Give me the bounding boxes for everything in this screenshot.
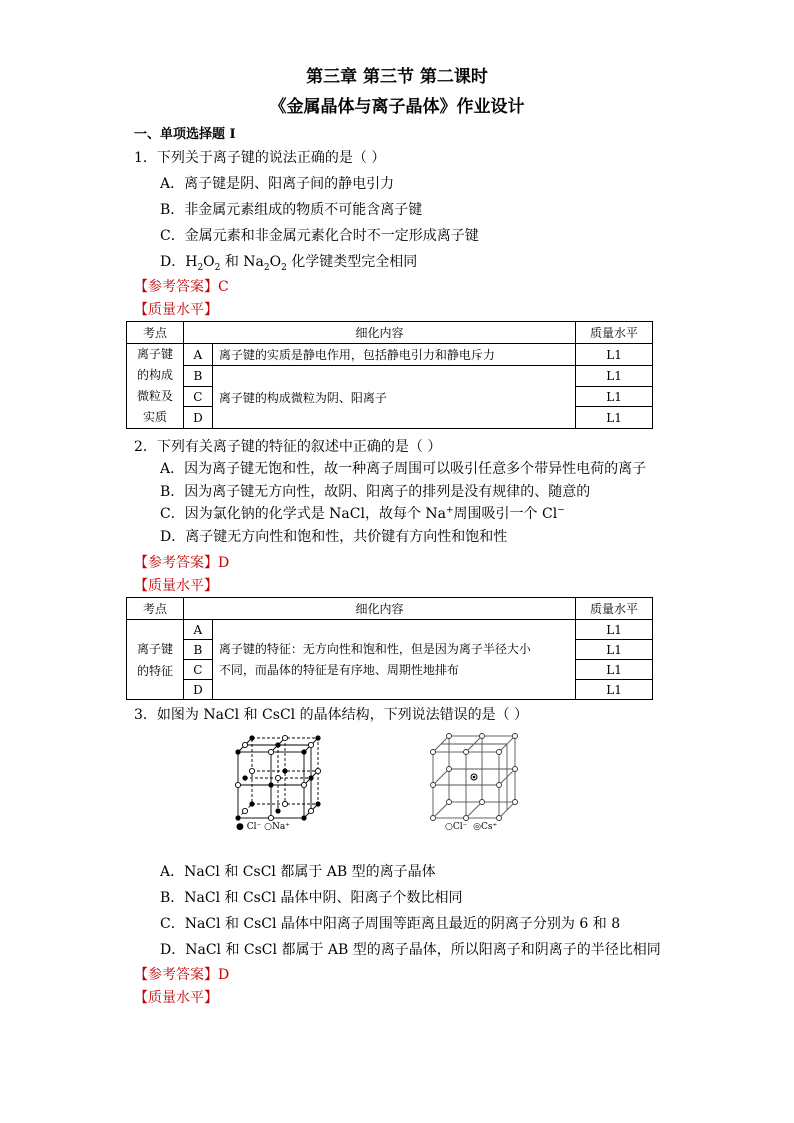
q2-option-b: B．因为离子键无方向性，故阴、阳离子的排列是没有规律的、随意的 — [160, 484, 591, 500]
level-cell: L1 — [576, 407, 653, 429]
q1-option-a: A．离子键是阴、阳离子间的静电引力 — [160, 176, 395, 192]
option-cell: C — [183, 387, 212, 407]
q2-stem: 2．下列有关离子键的特征的叙述中正确的是（ ） — [134, 439, 442, 455]
q3-option-c: C．NaCl 和 CsCl 晶体中阳离子周围等距离且最近的阴离子分别为 6 和 8 — [160, 916, 621, 932]
option-cell: D — [183, 407, 212, 429]
table-header: 质量水平 — [576, 322, 653, 344]
option-cell: B — [183, 640, 212, 660]
option-cell: C — [183, 660, 212, 680]
level-cell: L1 — [576, 344, 653, 366]
level-cell: L1 — [576, 660, 653, 680]
option-cell: A — [183, 620, 212, 640]
level-cell: L1 — [576, 366, 653, 387]
topic-cell: 离子键 的特征 — [127, 620, 184, 700]
level-cell: L1 — [576, 640, 653, 660]
level-cell: L1 — [576, 387, 653, 407]
cs-circle-icon: ◎ — [473, 822, 481, 832]
table-header: 质量水平 — [576, 598, 653, 620]
q3-option-a: A．NaCl 和 CsCl 都属于 AB 型的离子晶体 — [160, 864, 436, 880]
q3-stem: 3．如图为 NaCl 和 CsCl 的晶体结构，下列说法错误的是（ ） — [134, 707, 529, 723]
q2-answer: 【参考答案】D — [134, 555, 230, 571]
cl-circle-icon: ○ — [445, 822, 453, 832]
q3-level-label: 【质量水平】 — [134, 990, 218, 1006]
q2-option-a: A．因为离子键无饱和性，故一种离子周围可以吸引任意多个带异性电荷的离子 — [160, 461, 647, 477]
cscl-legend: ○Cl⁻ ◎Cs⁺ — [445, 822, 498, 832]
q2-table — [126, 597, 653, 700]
topic-cell: 离子键 的构成 微粒及 实质 — [127, 344, 184, 429]
table-header: 细化内容 — [183, 598, 575, 620]
nacl-legend: ● Cl⁻ ○Na⁺ — [236, 822, 290, 832]
level-cell: L1 — [576, 620, 653, 640]
q2-option-c: C．因为氯化钠的化学式是 NaCl，故每个 Na+周围吸引一个 Cl− — [160, 505, 565, 522]
q1-option-b: B．非金属元素组成的物质不可能含离子键 — [160, 202, 423, 218]
content-cell: 离子键的实质是静电作用，包括静电引力和静电斥力 — [212, 344, 575, 366]
q1-answer: 【参考答案】C — [134, 279, 229, 295]
table-header: 考点 — [127, 598, 184, 620]
q1-table — [126, 321, 653, 429]
doc-title-line2: 《金属晶体与离子晶体》作业设计 — [269, 97, 525, 117]
q2-level-label: 【质量水平】 — [134, 578, 218, 594]
q1-option-d: D．$H_2O_2$ 和 $Na_2O_2$ 化学键类型完全相同 — [160, 254, 418, 273]
na-circle-icon: ○ — [264, 822, 272, 832]
table-header: 考点 — [127, 322, 184, 344]
option-cell: B — [183, 366, 212, 387]
option-cell: A — [183, 344, 212, 366]
section-heading: 一、单项选择题 I — [134, 127, 236, 142]
content-cell: 离子键的特征：无方向性和饱和性，但是因为离子半径大小 不同，而晶体的特征是有序地、周期性地排布 — [212, 620, 575, 700]
q1-stem: 1．下列关于离子键的说法正确的是（ ） — [134, 150, 386, 166]
cl-dot-icon: ● — [236, 822, 244, 832]
option-cell: D — [183, 680, 212, 700]
q1-level-label: 【质量水平】 — [134, 302, 218, 318]
content-cell: 离子键的构成微粒为阴、阳离子 — [212, 366, 575, 429]
q3-option-b: B．NaCl 和 CsCl 晶体中阴、阳离子个数比相同 — [160, 890, 463, 906]
q3-answer: 【参考答案】D — [134, 967, 230, 983]
cscl-crystal-figure — [425, 730, 525, 830]
q2-option-d: D．离子键无方向性和饱和性，共价键有方向性和饱和性 — [160, 529, 508, 545]
level-cell: L1 — [576, 680, 653, 700]
doc-title-line1: 第三章 第三节 第二课时 — [306, 67, 488, 87]
q1-option-c: C．金属元素和非金属元素化合时不一定形成离子键 — [160, 228, 479, 244]
q3-option-d: D．NaCl 和 CsCl 都属于 AB 型的离子晶体，所以阳离子和阴离子的半径比相同 — [160, 942, 661, 958]
table-header: 细化内容 — [183, 322, 575, 344]
